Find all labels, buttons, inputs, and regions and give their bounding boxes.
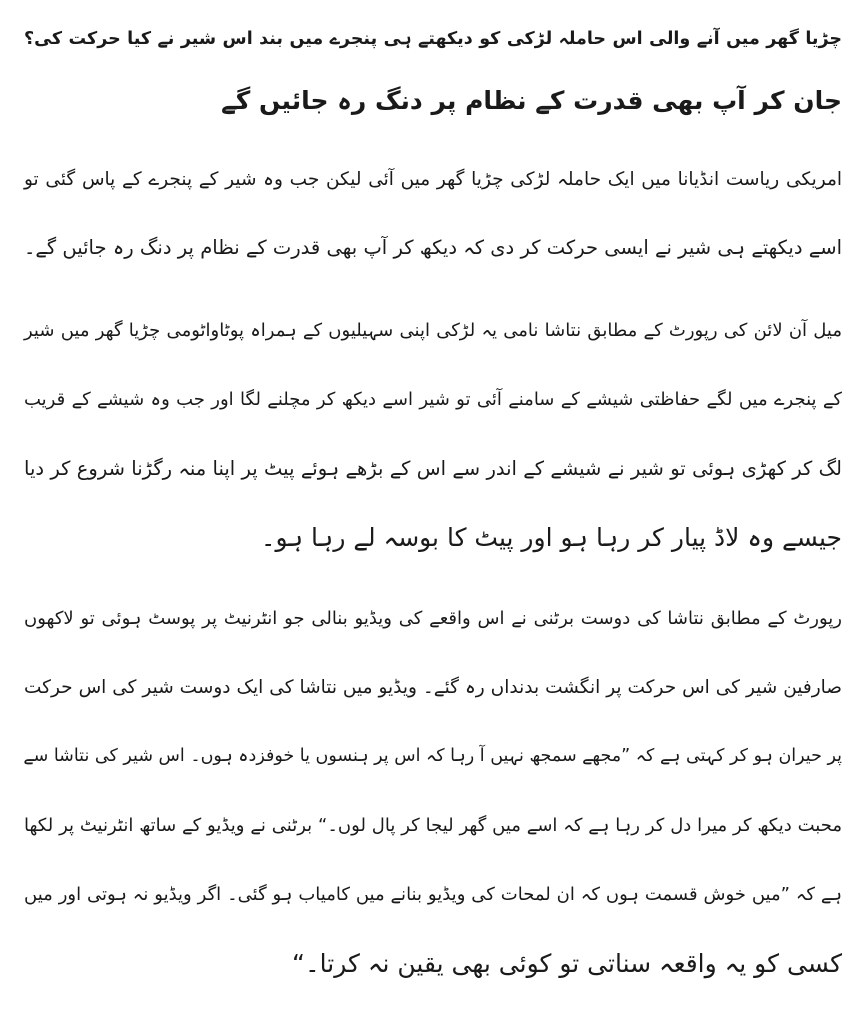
- paragraph-line: ہے کہ ”میں خوش قسمت ہوں کہ ان لمحات کی ویڈیو بنانے میں کامیاب ہو گئی۔ اگر ویڈیو نہ ہوتی اور میں: [24, 884, 842, 905]
- paragraph-2: [24, 296, 842, 572]
- paragraph-line: امریکی ریاست انڈیانا میں ایک حاملہ لڑکی چڑیا گھر میں آئی لیکن جب وہ شیر کے پنجرے کے پاس گئی تو: [24, 169, 842, 190]
- paragraph-line: رپورٹ کے مطابق نتاشا کی دوست برٹنی نے اس واقعے کی ویڈیو بنالی جو انٹرنیٹ پر پوسٹ ہوئی تو لاکھوں: [24, 608, 842, 629]
- paragraph-line: میل آن لائن کی رپورٹ کے مطابق نتاشا نامی یہ لڑکی اپنی سہیلیوں کے ہمراہ پوٹاواٹومی چڑیا گھر میں شیر: [24, 320, 842, 341]
- article: [24, 8, 842, 998]
- article-title: [24, 8, 842, 132]
- title-line: جان کر آپ بھی قدرت کے نظام پر دنگ رہ جائیں گے: [221, 86, 842, 115]
- paragraph-line: پر حیران ہو کر کہتی ہے کہ ”مجھے سمجھ نہیں آ رہا کہ اس پر ہنسوں یا خوفزدہ ہوں۔ اس شیر کی نتاشا سے: [23, 746, 842, 766]
- paragraph-line: صارفین شیر کی اس حرکت پر انگشت بدنداں رہ گئے۔ ویڈیو میں نتاشا کی ایک دوست شیر کی اس حرکت: [24, 677, 842, 698]
- paragraph-3: [24, 584, 842, 998]
- paragraph-line: کسی کو یہ واقعہ سناتی تو کوئی بھی یقین نہ کرتا۔“: [292, 949, 842, 978]
- paragraph-line: اسے دیکھتے ہی شیر نے ایسی حرکت کر دی کہ دیکھ کر آپ بھی قدرت کے نظام پر دنگ رہ جائیں گے۔: [24, 236, 842, 259]
- paragraph-1: [24, 146, 842, 282]
- paragraph-line: کے پنجرے میں لگے حفاظتی شیشے کے سامنے آئی تو شیر اسے دیکھ کر مچلنے لگا اور جب وہ شیشے کے قریب: [24, 389, 842, 410]
- paragraph-line: لگ کر کھڑی ہوئی تو شیر نے شیشے کے اندر سے اس کے بڑھے ہوئے پیٹ پر اپنا منہ رگڑنا شروع کر دیا: [24, 457, 842, 480]
- paragraph-line: محبت دیکھ کر میرا دل کر رہا ہے کہ اسے میں گھر لیجا کر پال لوں۔“ برٹنی نے ویڈیو کے ساتھ انٹرنیٹ پر لکھا: [24, 815, 842, 836]
- paragraph-line: جیسے وہ لاڈ پیار کر رہا ہو اور پیٹ کا بوسہ لے رہا ہو۔: [260, 523, 842, 552]
- title-line: چڑیا گھر میں آنے والی اس حاملہ لڑکی کو دیکھتے ہی پنجرے میں بند اس شیر نے کیا حرکت کی؟: [24, 29, 842, 49]
